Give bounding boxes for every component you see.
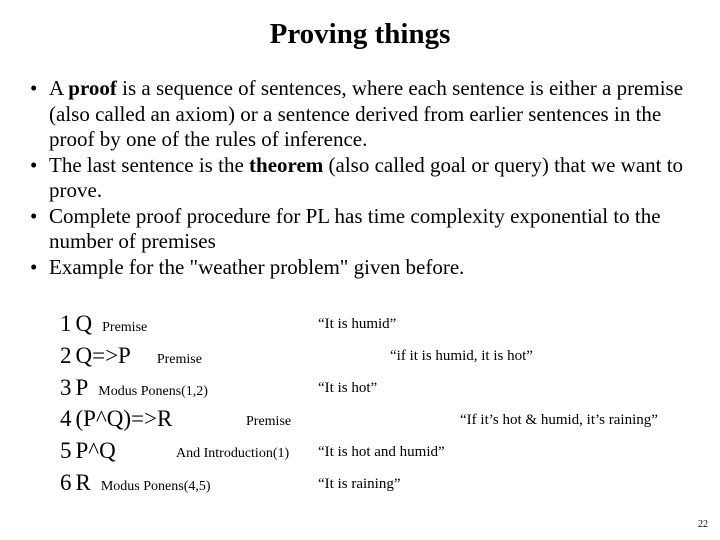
step-sentence: R [75,470,91,495]
bullet-item [28,76,708,153]
bullet-dot-icon: • [30,76,38,100]
step-sentence: P [75,375,89,400]
step-rule: Modus Ponens(4,5) [100,479,211,494]
step-rule: Premise [156,352,202,367]
bullet-item [28,204,708,255]
step-sentence: P^Q [75,438,116,463]
step-sentence: Q [75,311,93,336]
proof-step [60,470,211,496]
page-number: 22 [698,519,708,530]
step-gloss: “It is hot and humid” [318,444,445,460]
bullet-item [28,153,708,204]
proof-step [60,311,147,337]
bullet-list [28,76,708,280]
bullet-dot-icon: • [30,203,38,228]
step-number: 1 [60,311,72,336]
step-number: 6 [60,470,72,495]
bullet-dot-icon: • [30,254,38,279]
step-number: 2 [60,343,72,368]
step-gloss: “It is hot” [318,380,378,396]
step-rule: Premise [102,320,148,335]
bullet-text: A proof is a sequence of sentences, where each sentence is either a premise (also called an axiom) or a sentence derived from earlier sentences in the proof by one of the rules of inference. [49,76,684,151]
step-number: 3 [60,375,72,400]
step-number: 5 [60,438,72,463]
proof-step [60,438,116,464]
step-sentence: (P^Q)=>R [75,406,173,431]
step-sentence: Q=>P [75,343,131,368]
bullet-text: Example for the "weather problem" given before. [49,254,465,279]
proof-step [60,343,202,369]
step-rule: And Introduction(1) [176,446,290,461]
step-rule: Modus Ponens(1,2) [98,384,208,399]
step-gloss: “It is raining” [318,476,401,492]
slide-title: Proving things [269,18,451,50]
bullet-item [28,255,708,281]
bullet-text: Complete proof procedure for PL has time complexity exponential to the number of premises [49,203,661,253]
step-rule: Premise [246,414,292,429]
proof-step [60,406,172,432]
bullet-dot-icon: • [30,152,38,177]
step-number: 4 [60,406,72,431]
step-gloss: “If it’s hot & humid, it’s raining” [460,412,658,428]
step-gloss: “It is humid” [318,316,397,332]
proof-step [60,375,208,401]
step-gloss: “if it is humid, it is hot” [390,348,533,364]
bullet-text: The last sentence is the theorem (also called goal or query) that we want to prove. [49,152,684,202]
